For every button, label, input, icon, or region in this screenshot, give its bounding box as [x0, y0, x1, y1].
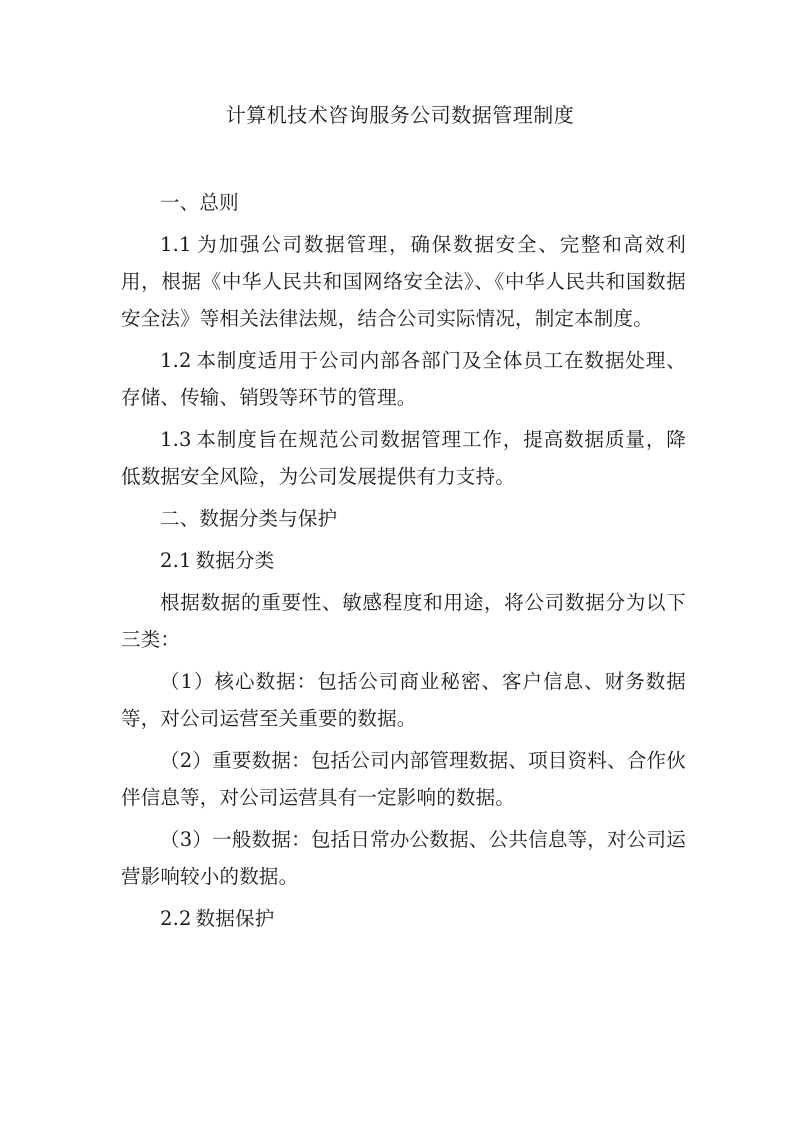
clause-text: 数据分类: [195, 549, 275, 572]
clause-number: 1.3: [160, 428, 192, 451]
clause-text: 数据保护: [195, 907, 275, 930]
list-item-text: （3）一般数据：包括日常办公数据、公共信息等，对公司运营影响较小的数据。: [121, 828, 686, 888]
clause-text: 本制度旨在规范公司数据管理工作，提高数据质量，降低数据安全风险，为公司发展提供有力支持。: [121, 428, 686, 488]
list-item-general-data: [121, 821, 686, 895]
list-item-text: （2）重要数据：包括公司内部管理数据、项目资料、合作伙伴信息等，对公司运营具有一定影响的数据。: [121, 749, 686, 809]
list-item-text: （1）核心数据：包括公司商业秘密、客户信息、财务数据等，对公司运营至关重要的数据。: [121, 670, 686, 730]
section-heading-text: 二、数据分类与保护: [160, 507, 338, 530]
document-body: [121, 184, 686, 937]
clause-1-2: [121, 342, 686, 416]
section-heading-general: [121, 184, 686, 221]
list-item-core-data: [121, 663, 686, 737]
clause-2-2: [121, 900, 686, 937]
clause-text: 根据数据的重要性、敏感程度和用途，将公司数据分为以下三类：: [121, 591, 686, 651]
clause-text: 为加强公司数据管理，确保数据安全、完整和高效利用，根据《中华人民共和国网络安全法》、《中华人民共和国数据安全法》等相关法律法规，结合公司实际情况，制定本制度。: [121, 233, 686, 330]
clause-text: 本制度适用于公司内部各部门及全体员工在数据处理、存储、传输、销毁等环节的管理。: [121, 349, 686, 409]
clause-number: 1.1: [160, 233, 192, 256]
clause-1-1: [121, 226, 686, 337]
clause-number: 1.2: [160, 349, 192, 372]
list-item-important-data: [121, 742, 686, 816]
section-heading-text: 一、总则: [160, 191, 239, 214]
clause-2-1: [121, 542, 686, 579]
section-heading-data-classification: [121, 500, 686, 537]
clause-1-3: [121, 421, 686, 495]
clause-number: 2.1: [160, 549, 192, 572]
document-title: 计算机技术咨询服务公司数据管理制度: [225, 103, 575, 127]
clause-2-1-intro: [121, 584, 686, 658]
clause-number: 2.2: [160, 907, 192, 930]
